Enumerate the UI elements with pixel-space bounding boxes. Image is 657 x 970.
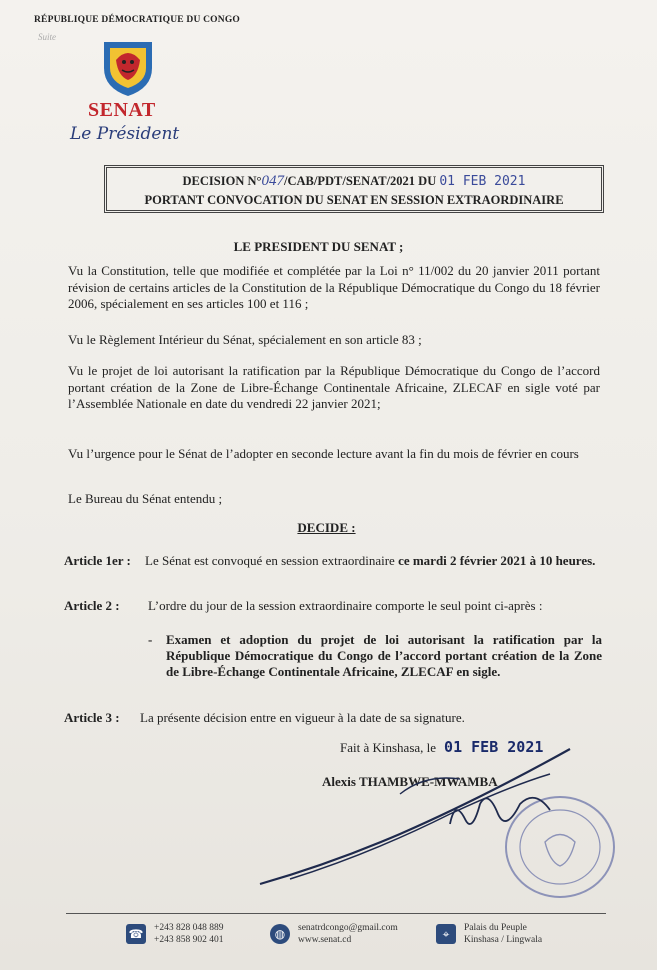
footer-divider [66, 913, 606, 914]
signature-icon [250, 744, 580, 894]
phone-icon: ☎ [126, 924, 146, 944]
date-stamp: 01 FEB 2021 [439, 174, 526, 189]
article-3-text: La présente décision entre en vigueur à la date de sa signature. [140, 710, 465, 725]
address-line-2: Kinshasa / Lingwala [464, 935, 543, 945]
closing-date-stamp: 01 FEB 2021 [444, 738, 544, 756]
considerant-2: Vu le Règlement Intérieur du Sénat, spécialement en son article 83 ; [68, 332, 422, 347]
decision-ref: /CAB/PDT/SENAT/2021 DU [284, 174, 437, 188]
article-2-label: Article 2 : [64, 598, 120, 613]
website[interactable]: www.senat.cd [298, 935, 352, 945]
considerant-3: Vu le projet de loi autorisant la ratification par la République Démocratique du Congo de l’accord portant création de la Zone de Libre-Échange Continentale Africaine, ZLECAF en sigle voté par l’Assemblée Nationale en date du vendredi 22 janvier 2021; [68, 363, 600, 411]
considerant-4: Vu l’urgence pour le Sénat de l’adopter en seconde lecture avant la fin du mois de février en cours [68, 446, 579, 461]
suite-mark: Suite [38, 32, 56, 42]
article-1-body: Le Sénat est convoqué en session extraordinaire [145, 553, 395, 568]
office-title: Le Président [70, 124, 180, 144]
place-text: Fait à Kinshasa, le [340, 740, 437, 755]
article-1-label: Article 1er : [64, 553, 131, 568]
institution-name: SENAT [88, 99, 156, 121]
coat-of-arms-icon [98, 38, 158, 98]
considerant-5: Le Bureau du Sénat entendu ; [68, 491, 223, 506]
phone-1: +243 828 048 889 [154, 923, 224, 933]
preamble-heading: LE PRESIDENT DU SENAT ; [233, 239, 404, 254]
country-header: RÉPUBLIQUE DÉMOCRATIQUE DU CONGO [34, 15, 241, 25]
phone-2: +243 858 902 401 [154, 935, 224, 945]
decision-prefix: DECISION N° [182, 174, 262, 188]
location-icon: ⌖ [436, 924, 456, 944]
decision-title-box [104, 165, 604, 213]
article-3-label: Article 3 : [64, 710, 120, 725]
footer-address [464, 922, 542, 946]
address-line-1: Palais du Peuple [464, 923, 527, 933]
article-1-text [145, 553, 605, 569]
decision-subject: PORTANT CONVOCATION DU SENAT EN SESSION EXTRAORDINAIRE [144, 193, 564, 207]
footer-phones [154, 922, 223, 946]
bullet-dash: - [148, 632, 153, 647]
article-2-text: L’ordre du jour de la session extraordinaire comporte le seul point ci-après : [148, 598, 543, 613]
article-1-date: ce mardi 2 février 2021 à 10 heures. [398, 553, 596, 568]
email[interactable]: senatrdcongo@gmail.com [298, 923, 398, 933]
signer-name: Alexis THAMBWE-MWAMBA [322, 774, 498, 789]
footer-contact [298, 922, 398, 946]
considerant-1: Vu la Constitution, telle que modifiée et complétée par la Loi n° 11/002 du 20 janvier 2011 portant révision de certains articles de la Constitution de la République Démocratique du Congo du 18 février 2006, spécialement en ses articles 100 et 116 ; [68, 263, 600, 311]
decision-number: 047 [261, 173, 285, 189]
article-2-agenda-item: Examen et adoption du projet de loi autorisant la ratification par la République Démocratique du Congo de l’accord portant création de la Zone de Libre-Échange Continentale Africaine, ZLECAF en sigle. [166, 632, 602, 679]
decide-heading: DECIDE : [297, 520, 356, 535]
globe-icon: ◍ [270, 924, 290, 944]
